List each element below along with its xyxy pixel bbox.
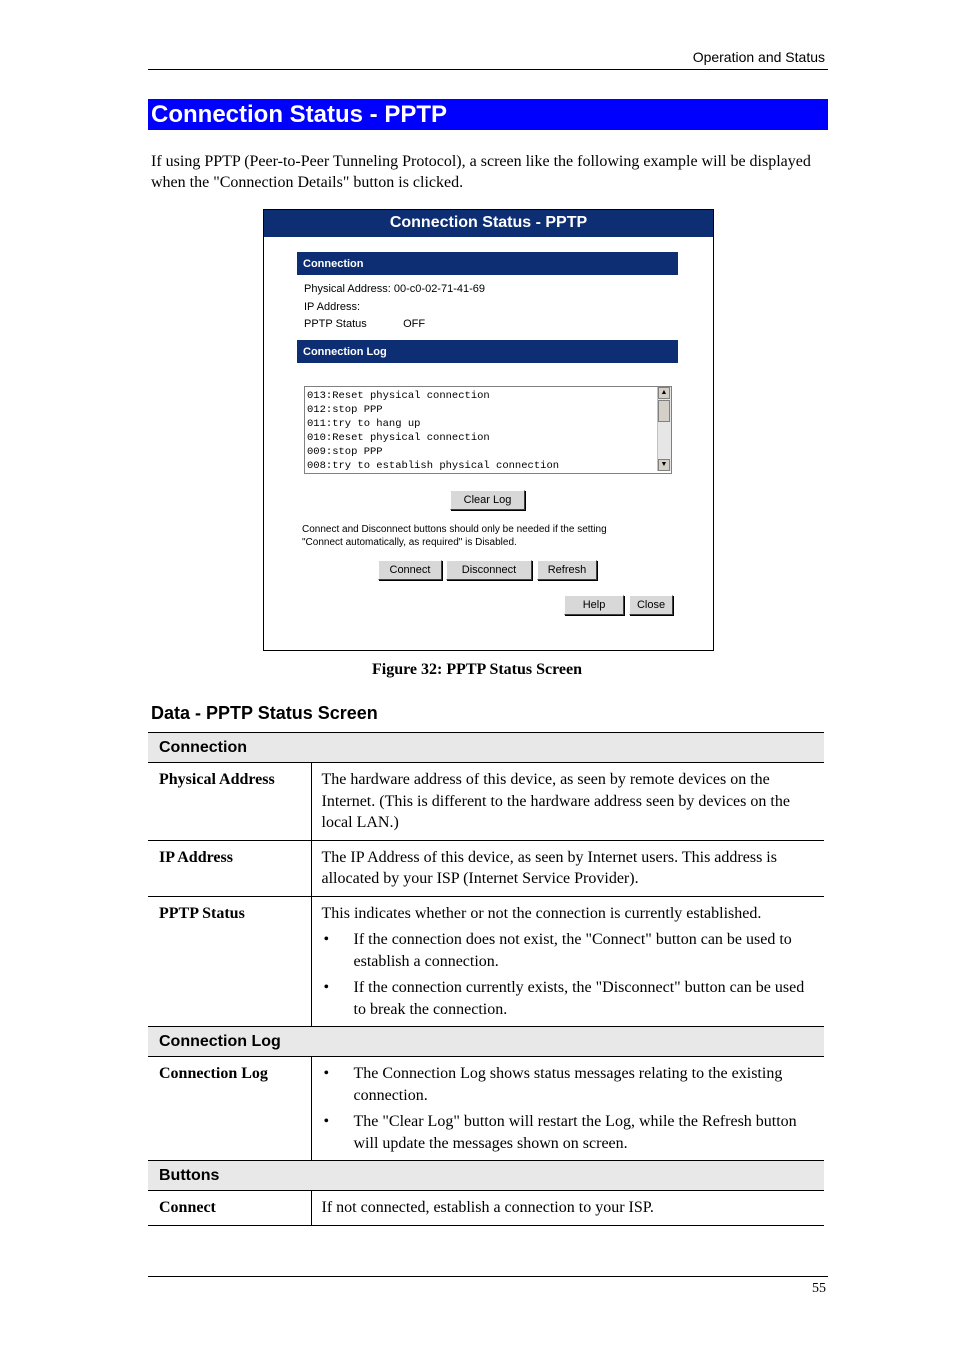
intro-paragraph: If using PPTP (Peer-to-Peer Tunneling Protocol), a screen like the following example will be displayed when the "Connection Details" button is clicked.: [151, 153, 811, 191]
pptp-status-label: PPTP Status: [304, 318, 367, 330]
connection-log-bullets: [322, 1063, 815, 1154]
scroll-down-arrow-icon[interactable]: ▼: [658, 459, 670, 471]
pptp-status-desc: This indicates whether or not the connection is currently established.: [321, 904, 762, 922]
log-line: 008:try to establish physical connection: [307, 460, 560, 472]
list-item: • If the connection currently exists, the "Disconnect" button can be used to break the connection.: [322, 977, 815, 1020]
connection-section-header: Connection: [297, 252, 678, 275]
screenshot-title: Connection Status - PPTP: [264, 210, 713, 237]
disconnect-button[interactable]: Disconnect: [446, 560, 532, 580]
page-number: 55: [812, 1281, 826, 1296]
table-row: [148, 840, 824, 896]
header-rule: [148, 69, 828, 70]
log-line: 011:try to hang up: [307, 418, 421, 430]
close-button[interactable]: Close: [629, 595, 673, 615]
pptp-status-field: [304, 318, 425, 330]
connection-log-section-header: Connection Log: [297, 340, 678, 363]
table-section-row: [148, 733, 824, 763]
table-row: [148, 896, 824, 1027]
table-row: [148, 1191, 824, 1226]
table-section-row: [148, 1161, 824, 1191]
list-item: • If the connection does not exist, the "Connect" button can be used to establish a connection.: [322, 929, 815, 972]
log-line: 010:Reset physical connection: [307, 432, 490, 444]
log-lines: [307, 389, 559, 473]
section-connection: Connection: [148, 733, 824, 763]
list-item: • The "Clear Log" button will restart the Log, while the Refresh button will update the messages shown on screen.: [322, 1111, 815, 1154]
running-header: Operation and Status: [692, 49, 825, 65]
pptp-status-value: OFF: [403, 318, 426, 330]
data-table: [148, 732, 824, 1226]
pptp-status-bullets: [322, 929, 815, 1020]
connect-note: [302, 523, 682, 549]
clear-log-button[interactable]: Clear Log: [450, 490, 525, 510]
physical-address-value: 00-c0-02-71-41-69: [393, 283, 486, 295]
log-line: 012:stop PPP: [307, 404, 383, 416]
pptp-status-screenshot: [263, 209, 714, 651]
table-row: [148, 1057, 824, 1161]
log-scrollbar[interactable]: [657, 387, 671, 471]
table-row: [148, 763, 824, 841]
row-desc-pptp-status: [311, 896, 824, 1027]
figure-caption: Figure 32: PPTP Status Screen: [371, 661, 583, 678]
ip-address-field: [304, 301, 363, 313]
scroll-thumb[interactable]: [658, 400, 670, 422]
scroll-up-arrow-icon[interactable]: ▲: [658, 387, 670, 399]
row-label-physical-address: Physical Address: [148, 763, 311, 841]
row-label-connect: Connect: [148, 1191, 311, 1226]
section-buttons: Buttons: [148, 1161, 824, 1191]
row-label-connection-log: Connection Log: [148, 1057, 311, 1161]
data-section-title: Data - PPTP Status Screen: [151, 703, 378, 723]
note-line: "Connect automatically, as required" is Disabled.: [302, 537, 517, 548]
row-label-ip-address: IP Address: [148, 840, 311, 896]
refresh-button[interactable]: Refresh: [537, 560, 597, 580]
log-line: 009:stop PPP: [307, 446, 383, 458]
ip-address-label: IP Address:: [304, 301, 361, 313]
note-line: Connect and Disconnect buttons should only be needed if the setting: [302, 524, 607, 535]
section-title: Connection Status - PPTP: [151, 101, 448, 128]
section-title-bar: [148, 99, 828, 130]
connection-log-list[interactable]: [304, 386, 672, 474]
physical-address-label: Physical Address:: [304, 283, 391, 295]
help-button[interactable]: Help: [564, 595, 624, 615]
row-desc-physical-address: The hardware address of this device, as seen by remote devices on the Internet. (This is different to the hardware address seen by devices on the local LAN.): [311, 763, 824, 841]
log-line: 013:Reset physical connection: [307, 390, 490, 402]
physical-address-field: [304, 283, 485, 295]
row-desc-ip-address: The IP Address of this device, as seen by Internet users. This address is allocated by your ISP (Internet Service Provider).: [311, 840, 824, 896]
footer-rule: [148, 1276, 828, 1277]
connect-button[interactable]: Connect: [378, 560, 442, 580]
table-section-row: [148, 1027, 824, 1057]
list-item: • The Connection Log shows status messages relating to the existing connection.: [322, 1063, 815, 1106]
row-desc-connection-log: [311, 1057, 824, 1161]
section-connection-log: Connection Log: [148, 1027, 824, 1057]
row-desc-connect: If not connected, establish a connection to your ISP.: [311, 1191, 824, 1226]
row-label-pptp-status: PPTP Status: [148, 896, 311, 1027]
